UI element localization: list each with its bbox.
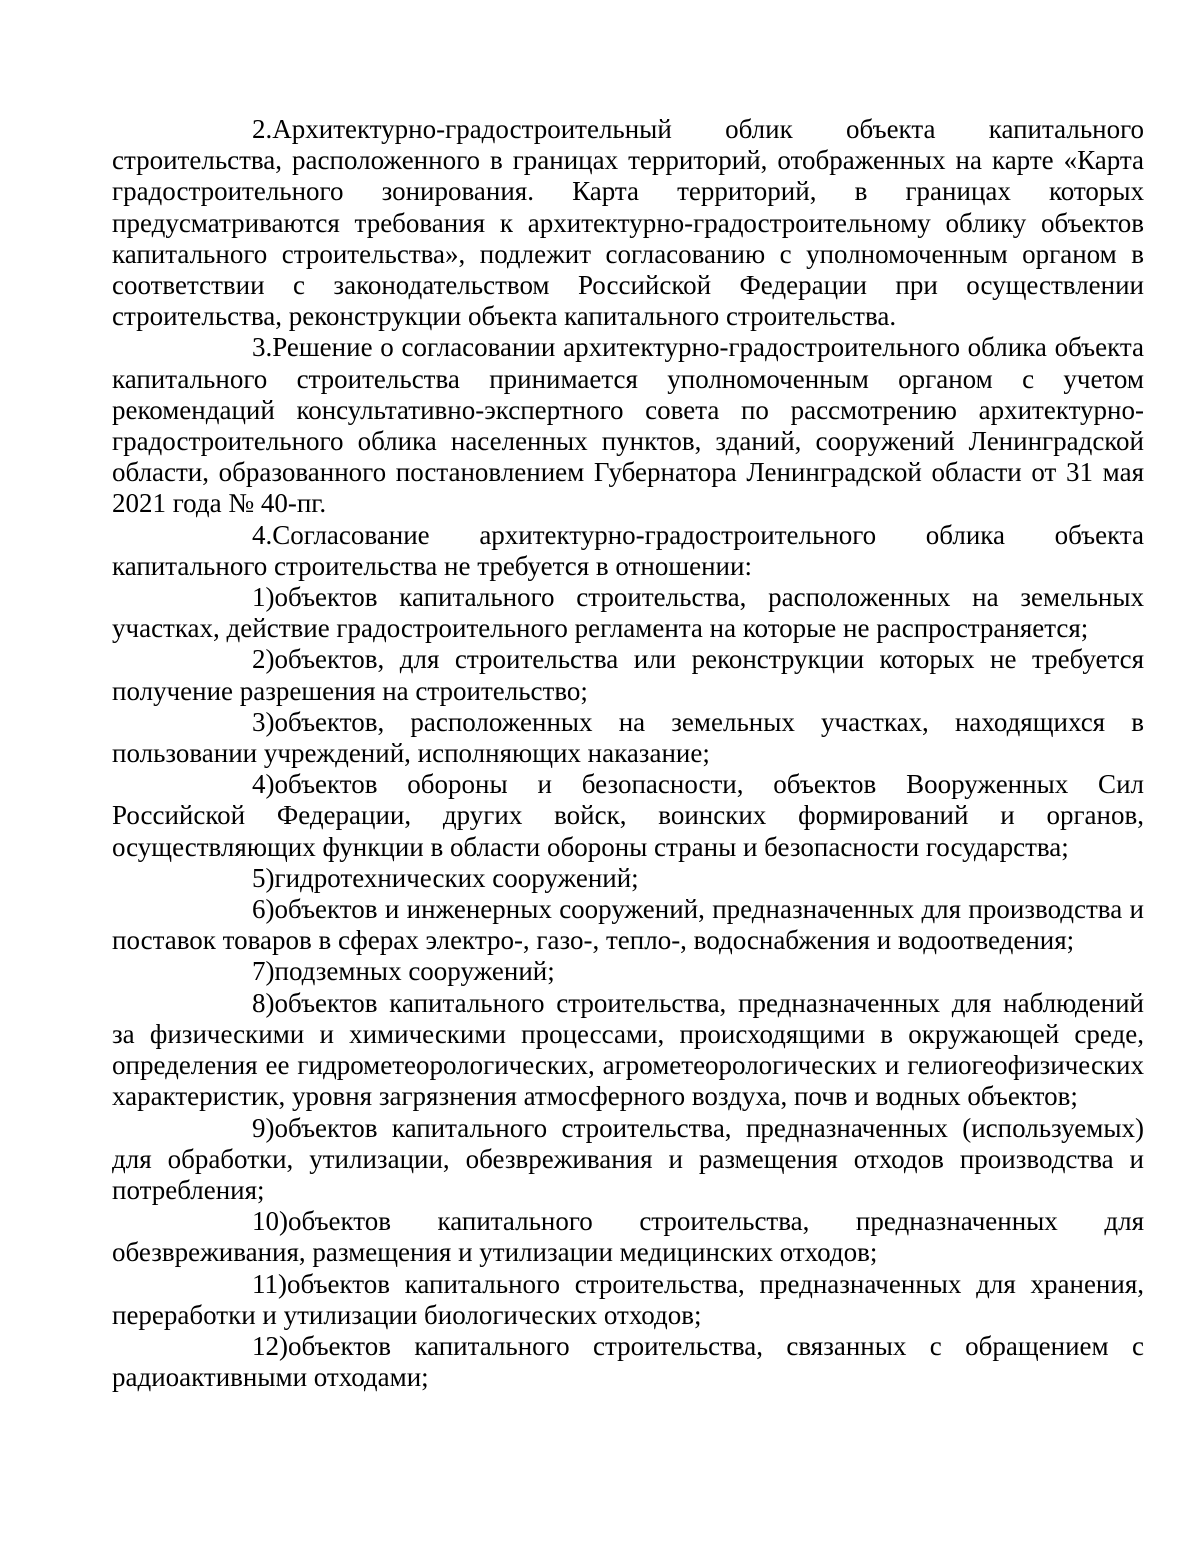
list-item-text: объектов капитального строительства, предназначенных для обезвреживания, размещения и утилизации медицинских отходов; [112,1206,1144,1268]
list-item-9 [112,1113,1144,1207]
list-item-text: объектов капитального строительства, предназначенных (используемых) для обработки, утилизации, обезвреживания и размещения отходов производства и потребления; [112,1112,1144,1205]
list-item-text: объектов капитального строительства, связанных с обращением с радиоактивными отходами; [112,1330,1144,1393]
list-item-number: 4) [252,769,275,800]
list-item-number: 9) [252,1112,275,1143]
list-item-text: объектов и инженерных сооружений, предназначенных для производства и поставок товаров в сферах электро-, газо-, тепло-, водоснабжения и водоотведения; [112,894,1144,956]
paragraph-text: Согласование архитектурно-градостроительного облика объекта капитального строительства не требуется в отношении: [112,519,1144,581]
list-item-number: 3) [252,706,275,737]
list-item-text: гидротехнических сооружений; [274,862,639,893]
paragraph-2 [112,114,1144,332]
list-item-number: 12) [252,1330,288,1361]
document-page [112,114,1144,1393]
list-item-number: 10) [252,1206,288,1237]
list-item-number: 7) [252,956,275,987]
list-item-1 [112,582,1144,644]
list-item-4 [112,769,1144,863]
list-item-2 [112,644,1144,706]
list-item-8 [112,988,1144,1113]
paragraph-number: 2. [252,114,273,144]
list-item-12 [112,1331,1144,1393]
list-item-10 [112,1206,1144,1268]
paragraph-3 [112,332,1144,519]
list-item-text: объектов, расположенных на земельных участках, находящихся в пользовании учреждений, исполняющих наказание; [112,706,1144,769]
list-item-text: объектов капитального строительства, предназначенных для хранения, переработки и утилизации биологических отходов; [112,1268,1144,1330]
paragraph-number: 3. [252,332,273,363]
paragraph-text: Решение о согласовании архитектурно-градостроительного облика объекта капитального строительства принимается уполномоченным органом с учетом рекомендаций консультативно-экспертного совета по рассмотрению архитектурно-градостроительного облика населенных пунктов, зданий, сооружений Ленинградской области, образованного постановлением Губернатора Ленинградской области от 31 мая 2021 года № 40-пг. [112,332,1144,519]
list-item-text: объектов капитального строительства, предназначенных для наблюдений за физическими и химическими процессами, происходящими в окружающей среде, определения ее гидрометеорологических, агрометеорологических и гелиогеофизических характеристик, уровня загрязнения атмосферного воздуха, почв и водных объектов; [112,987,1144,1112]
list-item-text: подземных сооружений; [274,956,555,987]
list-item-text: объектов обороны и безопасности, объектов Вооруженных Сил Российской Федерации, других войск, воинских формирований и органов, осуществляющих функции в области обороны страны и безопасности государства; [112,769,1144,862]
list-item-5 [112,863,1144,894]
list-item-text: объектов, для строительства или реконструкции которых не требуется получение разрешения на строительство; [112,644,1144,706]
list-item-3 [112,707,1144,769]
paragraph-number: 4. [252,519,273,550]
list-item-number: 1) [252,582,275,613]
list-item-7 [112,956,1144,987]
paragraph-text: Архитектурно-градостроительный облик объекта капитального строительства, расположенного в границах территорий, отображенных на карте «Карта градостроительного зонирования. Карта территорий, в границах которых предусматриваются требования к архитектурно-градостроительному облику объектов капитального строительства», подлежит согласованию с уполномоченным органом в соответствии с законодательством Российской Федерации при осуществлении строительства, реконструкции объекта капитального строительства. [112,114,1144,332]
list-item-6 [112,894,1144,956]
paragraph-4 [112,520,1144,582]
list-item-number: 5) [252,862,275,893]
list-item-number: 2) [252,644,275,675]
list-item-number: 11) [252,1268,287,1299]
list-item-11 [112,1269,1144,1331]
list-item-text: объектов капитального строительства, расположенных на земельных участках, действие градостроительного регламента на которые не распространяется; [112,582,1144,644]
list-item-number: 8) [252,987,275,1018]
list-item-number: 6) [252,894,275,925]
